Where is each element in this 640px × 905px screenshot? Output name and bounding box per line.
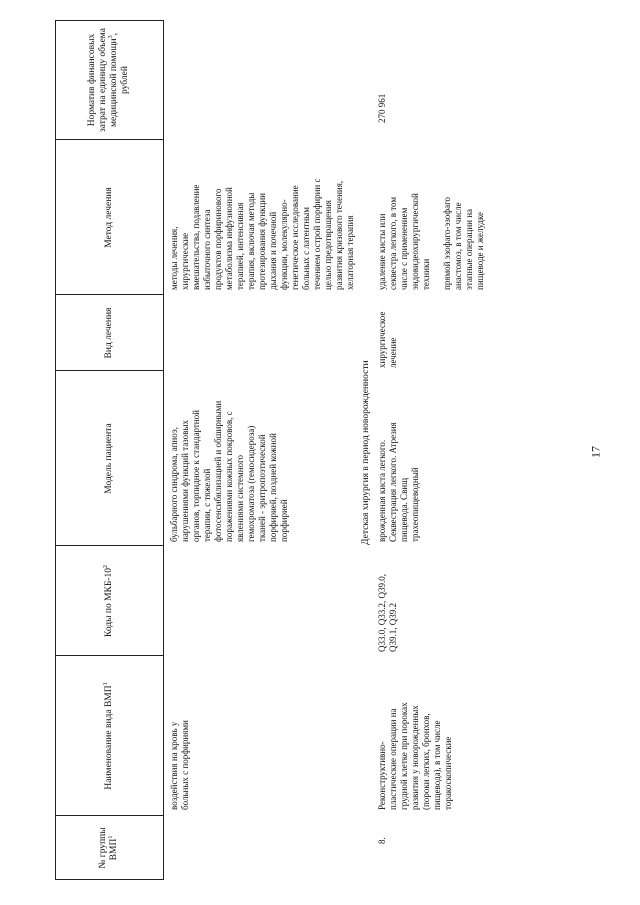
- row8-method-2: прямой эзофаго-эзофаго анастомоз, в том числе этапные операции на пищеводе и желудке: [442, 196, 485, 290]
- row8-financial-norm: 270 961: [377, 93, 387, 123]
- row8-patient-model: врожденная киста легкого. Секвестрация легкого. Атрезия пищевода. Свищ трахеопищеводный: [377, 422, 420, 542]
- row8-group-no: 8.: [377, 837, 387, 844]
- header-vmp-name: Наименование вида ВМП$^1$: [102, 682, 114, 790]
- row8-method-1: удаление кисты или секвестра легкого, в том числе с применением эндовидеохирургической техники: [377, 193, 431, 290]
- header-treatment-method: Метод лечения: [103, 187, 114, 248]
- page-number: 17: [588, 446, 603, 458]
- row8-icd-codes: Q33.0, Q33.2, Q39.0, Q39.1, Q39.2: [377, 574, 398, 652]
- rotated-table-page: [55, 20, 575, 880]
- continuation-vmp-name: воздействия на кровь у больных с порфириями: [169, 720, 190, 810]
- table-right-border: [55, 20, 164, 21]
- header-bottom-border: [163, 20, 164, 880]
- row8-vmp-name: Реконструктивно- пластические операции на грудной клетке при пороках развития у новорожденных (пороки легких, бронхов, пищевода), в том числе торакоскопические: [377, 702, 453, 810]
- continuation-patient-model: бульбарного синдрома, апноэ, нарушениями функций тазовых органов, торпидное к стандартной терапии, с тяжелой фотосенсибилизацией и обширными поражениями кожных покровов, с явлениями системного гемохроматоза (гемосидероза) тканей - эритропоэтической порфирией, поздней кожной порфирией: [169, 400, 289, 542]
- row8-treatment-type: хирургическое лечение: [377, 311, 398, 368]
- header-patient-model: Модель пациента: [103, 423, 114, 494]
- header-treatment-type: Вид лечения: [103, 307, 114, 359]
- continuation-treatment-method: методы лечения, хирургические вмешательства, подавление избыточного синтеза продуктов порфиринового метаболизма инфузионной терапией, интенсивная терапия, включая методы протезирования функции дыхания и почечной функции, молекулярно- генетическое исследование больных с латентным течением острой порфирии с целью предотвращения развития кризового течения, хелаторная терапия: [169, 178, 355, 290]
- header-group-no: № группы ВМП$^1$: [98, 827, 119, 869]
- header-financial-norm: Норматив финансовых затрат на единицу объема медицинской помощи$^3$, рублей: [87, 28, 130, 132]
- header-icd-codes: Коды по МКБ-$10^2$: [102, 564, 114, 638]
- section-title: Детская хирургия в период новорожденности: [361, 360, 371, 545]
